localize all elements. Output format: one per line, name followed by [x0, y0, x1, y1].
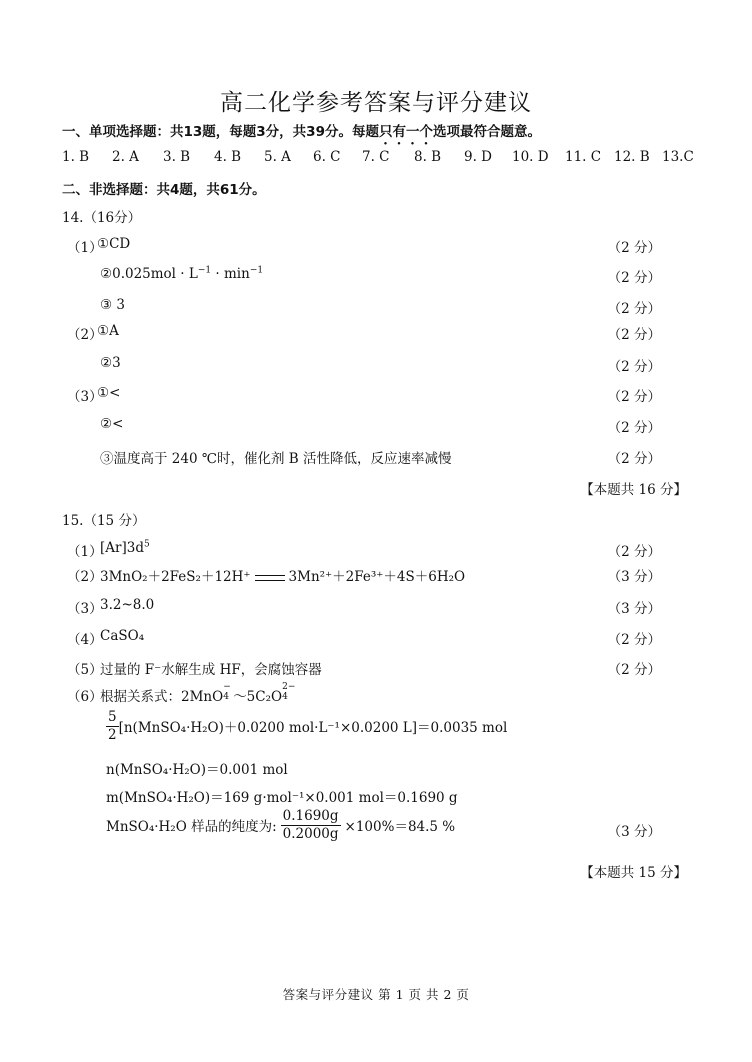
- q15-6-calc-4: MnSO₄·H₂O 样品的纯度为: $\frac{0.1690g}{0.2000g}$ ×100%＝84.5 %: [106, 808, 456, 842]
- q14-1-2-answer: ②0.025mol · $L^{-1} \cdot \min^{-1}$: [100, 265, 264, 282]
- score: （2 分）: [607, 451, 661, 467]
- score: （2 分）: [607, 359, 661, 375]
- section-1-emphasis: 只有一个: [378, 124, 433, 140]
- mc-answer: 5. A: [264, 149, 291, 165]
- mc-answer: 11. C: [565, 149, 602, 165]
- mc-answer: 1. B: [62, 149, 90, 165]
- mc-answer: 9. D: [464, 149, 492, 165]
- q14-3-3-answer: ③温度高于 240 ℃时，催化剂 B 活性降低，反应速率减慢: [100, 451, 452, 467]
- q15-6-calc-3: m(MnSO₄·H₂O)＝169 g·mol⁻¹×0.001 mol＝0.1690 g: [106, 790, 458, 806]
- q15-part-4-label: （4）: [67, 632, 103, 648]
- q15-2-equation: 3MnO₂＋2FeS₂＋12H⁺ 3Mn²⁺＋2Fe³⁺＋4S＋6H₂O: [100, 569, 466, 585]
- equals-sign-icon: [253, 573, 287, 583]
- q15-6-calc-2: n(MnSO₄·H₂O)＝0.001 mol: [106, 762, 288, 778]
- score: （3 分）: [607, 824, 661, 840]
- section-1-pre: 一、单项选择题：共13题，每题3分，共39分。每题: [62, 124, 379, 140]
- mc-answer: 13.C: [662, 149, 694, 165]
- q15-part-6-label: （6）: [67, 689, 103, 705]
- ion-charge: − 4: [223, 682, 231, 702]
- mc-answer: 7. C: [362, 149, 390, 165]
- q14-3-2-answer: ②<: [100, 416, 124, 432]
- mc-answer: 4. B: [214, 149, 242, 165]
- q15-3-answer: 3.2~8.0: [100, 597, 155, 613]
- score: （2 分）: [607, 270, 661, 286]
- q14-3-1-answer: ①<: [97, 385, 121, 401]
- score: （2 分）: [607, 389, 661, 405]
- q15-5-answer: 过量的 F⁻水解生成 HF，会腐蚀容器: [100, 662, 322, 678]
- q15-6-calc-1: $\frac{5}{2}$ [n(MnSO₄·H₂O)＋0.0200 mol·L⁻¹×0.0200 L]＝0.0035 mol: [108, 709, 508, 743]
- q14-1-3-answer: ③ 3: [100, 297, 125, 313]
- q15-6-relation: 根据关系式：2MnO − 4 ～5C₂O 2− 4: [100, 682, 296, 705]
- q15-header: 15.（15 分）: [62, 513, 146, 529]
- score: （2 分）: [607, 662, 661, 678]
- section-1-heading: [62, 120, 541, 148]
- fraction-five-halves: $\frac{5}{2}$: [108, 709, 117, 743]
- score: （2 分）: [607, 301, 661, 317]
- score: （2 分）: [607, 420, 661, 436]
- mc-answer: 6. C: [313, 149, 341, 165]
- q14-2-1-answer: ①A: [97, 323, 119, 339]
- mc-answer: 8. B: [414, 149, 442, 165]
- q15-4-answer: CaSO₄: [100, 628, 145, 644]
- mc-answer: 10. D: [512, 149, 549, 165]
- fraction-purity: $\frac{0.1690g}{0.2000g}$: [282, 808, 339, 842]
- score: （2 分）: [607, 632, 661, 648]
- score: （3 分）: [607, 601, 661, 617]
- q14-part-3-label: （3）: [67, 389, 103, 405]
- q14-part-1-label: （1）: [67, 240, 103, 256]
- q15-part-3-label: （3）: [67, 601, 103, 617]
- page-title: 高二化学参考答案与评分建议: [220, 90, 532, 116]
- q15-part-1-label: （1）: [67, 544, 103, 560]
- score: （3 分）: [607, 569, 661, 585]
- q15-1-answer: $[Ar]3d^5$: [100, 539, 150, 556]
- section-2-heading: 二、非选择题：共4题，共61分。: [62, 182, 266, 198]
- q14-2-2-answer: ②3: [100, 355, 121, 371]
- mc-answer: 12. B: [614, 149, 650, 165]
- q14-total: 【本题共 16 分】: [580, 482, 687, 498]
- ion-charge: 2− 4: [282, 682, 296, 702]
- q14-1-1-answer: ①CD: [97, 236, 131, 252]
- score: （2 分）: [607, 240, 661, 256]
- q15-part-2-label: （2）: [67, 569, 103, 585]
- page-footer: 答案与评分建议 第 1 页 共 2 页: [282, 987, 470, 1002]
- section-1-post: 选项最符合题意。: [432, 124, 541, 140]
- q15-part-5-label: （5）: [67, 662, 103, 678]
- q14-part-2-label: （2）: [67, 327, 103, 343]
- score: （2 分）: [607, 327, 661, 343]
- mc-answer: 2. A: [112, 149, 139, 165]
- q14-header: 14.（16分）: [62, 210, 142, 226]
- score: （2 分）: [607, 544, 661, 560]
- mc-answer: 3. B: [163, 149, 191, 165]
- q15-total: 【本题共 15 分】: [580, 865, 687, 881]
